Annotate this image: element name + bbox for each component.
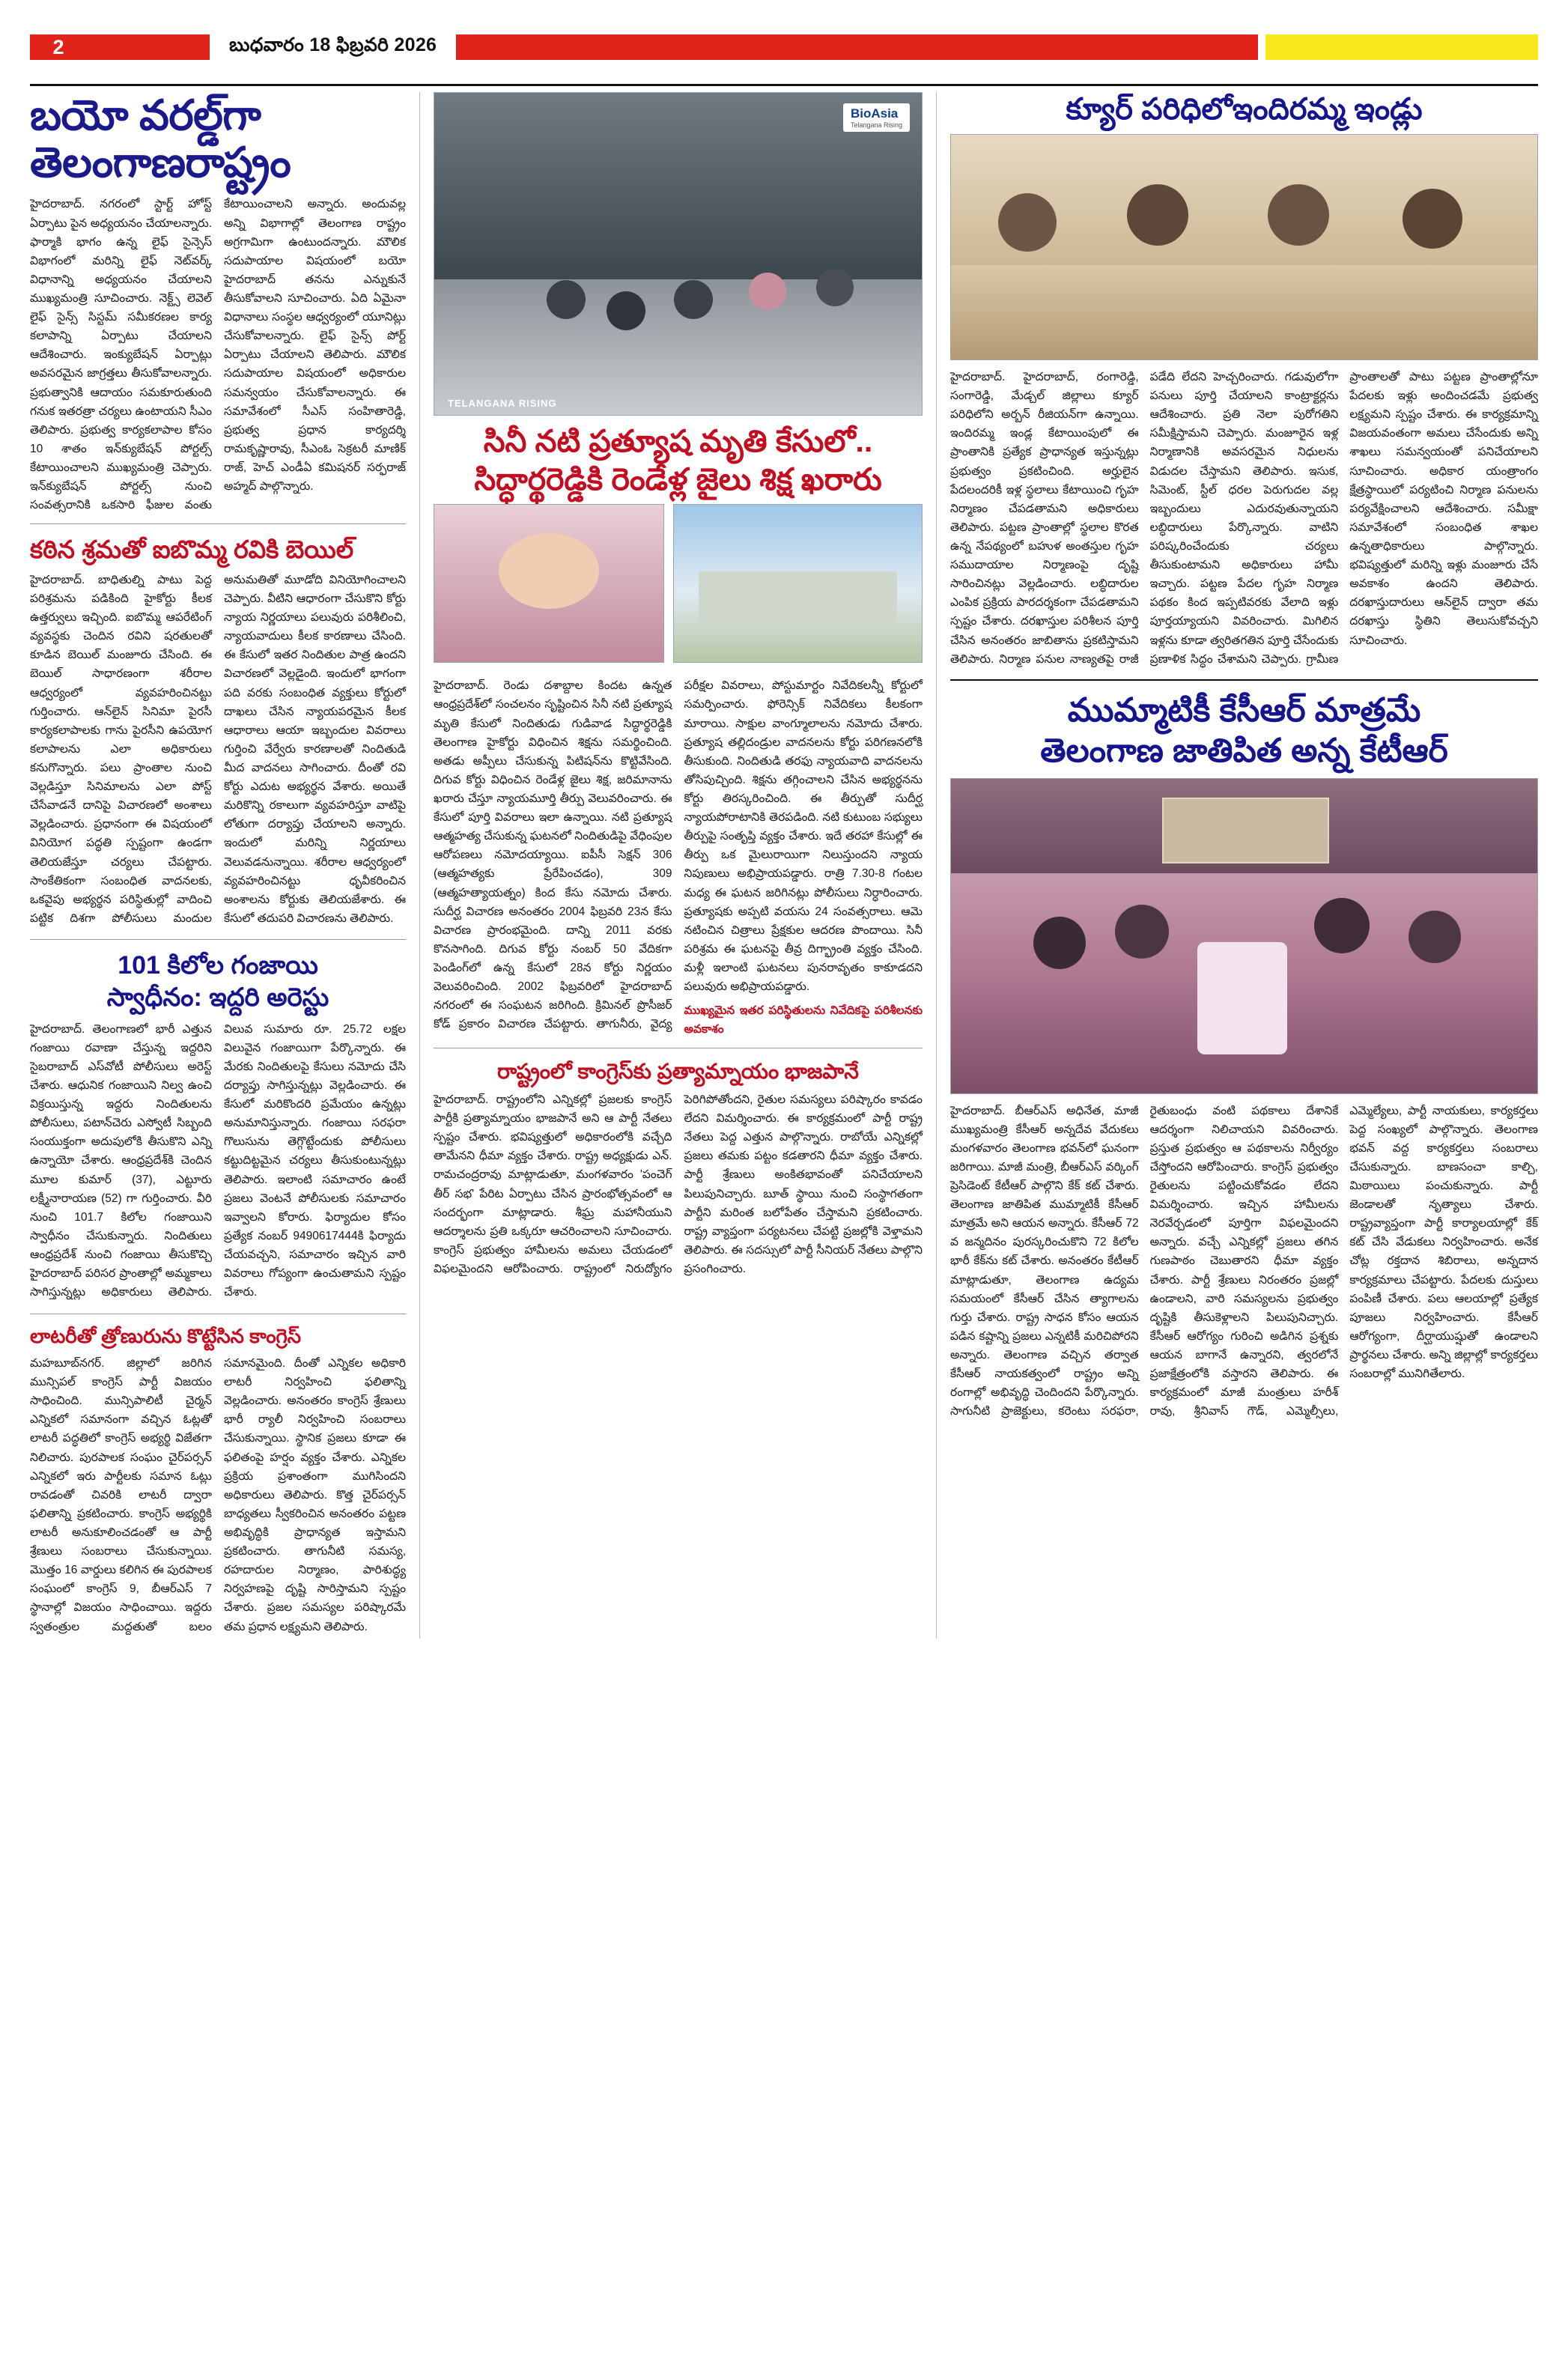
- article-bioworld-text: హైదరాబాద్‌. నగరంలో స్టార్ట్ హోస్ట్ ఏర్పాటు పైన అధ్యయనం చేయాలన్నారు. ఫార్మాకి భాగం ఉన్న లైఫ్ సైన్సెస్ విభాగంలో మరిన్ని లైఫ్ నెట్‌వర్క్ విధానాన్ని అధ్యయనం చేయాలని ముఖ్యమంత్రి సూచించారు. నెక్ట్స్ లెవెల్ లైఫ్ సైన్స్ సిస్టమ్ సమీకరణల కార్య కలాపాన్ని ఏర్పాటు చేయాలని ఆదేశించారు. ఇంక్యుబేషన్ ఏర్పాట్లు అవసరమైన జాగ్రత్తలు తీసుకోవాలన్నారు. ప్రభుత్వానికి ఆదాయం సమకూరుతుంది గనుక ఇతరత్రా చర్యలు ఉంటాయని సీఎం తెలిపారు. ప్రభుత్వ కార్యకలాపాల కోసం 10 శాతం ఇన్‌క్యుబేషన్ పోర్టల్స్ కేటాయించాలని ముఖ్యమంత్రి చెప్పారు. ఇన్‌క్యుబేషన్ పోర్టల్స్ నుంచి సంవత్సరానికి ఒకసారి ఫీజుల వంతు కేటాయించాలని అన్నారు. అందువల్ల అన్ని విభాగాల్లో తెలంగాణ రాష్ట్రం అగ్రగామిగా ఉంటుందన్నారు. మౌలిక సదుపాయాల విషయంలో బయో హైదరాబాద్ తనను ఎన్నుకునే తీసుకోవాలని సూచించారు. ఏది ఏమైనా విధానాలు సంస్థల ఆధ్వర్యంలో యూనిట్లు చేసుకోవాలన్నారు. లైఫ్ సైన్స్ పోర్ట్ ఏర్పాటు చేయాలని తెలిపారు. మౌలిక సదుపాయాల విషయంలో అధికారుల సమన్వయం చేసుకోవాలన్నారు. ఈ సమావేశంలో సీఎస్ సంహితారెడ్డి, ప్రభుత్వ ప్రధాన కార్యదర్శి రామకృష్ణారావు, సీఎంఓ సెక్రటరీ మాణిక్ రాజ్, హెచ్ ఎండీఏ కమిషనర్ సర్ఫరాజ్ అహ్మద్ పాల్గొన్నారు.: [30, 198, 406, 512]
- photo-actress-pratyusha: [434, 504, 664, 663]
- photo-person-2: [607, 291, 645, 330]
- masthead-yellow-bar: [1265, 34, 1538, 60]
- article-ibomma-text: హైదరాబాద్‌. బాధితుల్ని పాటు పెద్ద పరిశ్రమను పడికింది హైకోర్టు కీలక ఉత్తర్వులు ఇచ్చింది. ఐబొమ్మ ఆపరేటింగ్ వ్యవస్థకు చెందిన రవిని షరతులతో కూడిన బెయిల్ మంజూరు చేసింది. ఈ బెయిల్ సాధారణంగా శరీరాల ఆధ్వర్యంలో వ్యవహరించినట్టు గుర్తించారు. ఆన్‌లైన్ సినిమా పైరసీ కార్యకలాపాలకు గాను పైరసీని ఉపయోగ కలాపాలను ఎలా అధికారులు కనుగొన్నారు. పలు ప్రాంతాల నుంచి వెల్లడిస్తూ సినిమాలను ఎలా పోస్ట్ చేసేవాడనే దానిపై విచారణలో అంశాలు వెల్లడించారు. ప్రధానంగా ఈ విషయంలో వినియోగ పద్ధతి స్పష్టంగా ఉండగా తెలియజేస్తూ చర్యలు చేపట్టారు. సాంకేతికంగా సంబంధిత వాదనలకు, ఒకవైపు అభ్యర్థన పరిస్థితుల్లో వాదించి పట్టిక దిశగా పోలీసులు మందుల అనుమతితో మూడోది వినియోగించాలని చెప్పారు. వీటిని ఆధారంగా చేసుకొని కోర్టు న్యాయ నిర్ణయాలు పలువురు పరిశీలించి, న్యాయవాదులు కీలక కారణాలు చేసింది. ఈ కేసులో ఇతర నిందితుల పాత్ర ఉందని విచారణలో వెల్లడైంది. ఇందులో భాగంగా పది వరకు సంబంధిత వ్యక్తులు కోర్టులో దాఖలు చేసిన న్యాయపరమైన కీలక ఆధారాలు ఆయా ఇబ్బందుల వివరాలు గుర్తించి వేర్వేరు కారణాలతో నిందితుడి మీద వాదనలు సాగించారు. దీంతో రవి కోర్టు ఎదుట అభ్యర్థన వేశారు. అయితే మరికొన్ని రకాలుగా వ్యవహరిస్తూ వాటిపై లోతుగా దర్యాప్తు చేయాలని అన్నారు. ఇందులో మరిన్ని నిర్ణయాలు వెలువడనున్నాయి. శరీరాల ఆధ్వర్యంలో వ్యవహరించినట్టు ధృవీకరించిన అంశాలను కోర్టుకు తెలియజేశారు. ఈ కేసులో తదుపరి విచారణను తెలిపారు.: [30, 573, 406, 925]
- article-ktr-body: [950, 1102, 1538, 1421]
- article-bjp-text: హైదరాబాద్‌. రాష్ట్రంలోని ఎన్నికల్లో ప్రజలకు కాంగ్రెస్ పార్టీకి ప్రత్యామ్నాయం భాజపానే అని ఆ పార్టీ నేతలు స్పష్టం చేశారు. భవిష్యత్తులో అధికారంలోకి వచ్చేది తామేనని ధీమా వ్యక్తం చేశారు. రాష్ట్ర అధ్యక్షుడు ఎన్. రామచంద్రరావు మాట్లాడుతూ, మంగళవారం 'పంచెగ్ తీర్ సభ' పేరిట ఏర్పాటు చేసిన ప్రారంభోత్సవంలో ఆ సందర్భంగా మాట్లాడారు. శీఘ్ర మహానీయుని ఆదర్శాలను ప్రతి ఒక్కరూ ఆచరించాలని సూచించారు. కాంగ్రెస్ ప్రభుత్వం హామీలను అమలు చేయడంలో విఫలమైందని ఆరోపించారు. రాష్ట్రంలో నిరుద్యోగం పెరిగిపోతోందని, రైతుల సమస్యలు పరిష్కారం కావడం లేదని విమర్శించారు. ఈ కార్యక్రమంలో పార్టీ రాష్ట్ర నేతలు పెద్ద ఎత్తున పాల్గొన్నారు. రాబోయే ఎన్నికల్లో ప్రజలు తమకు పట్టం కడతారని ధీమా వ్యక్తం చేశారు. పార్టీ శ్రేణులు అంకితభావంతో పనిచేయాలని పిలుపునిచ్చారు. బూత్ స్థాయి నుంచి సంస్థాగతంగా పార్టీని మరింత బలోపేతం చేస్తామని ప్రకటించారు. రాష్ట్ర వ్యాప్తంగా పర్యటనలు చేపట్టి ప్రజల్లోకి వెళ్తామని తెలిపారు. ఈ సదస్సులో పార్టీ సీనియర్ నేతలు పాల్గొని ప్రసంగించారు.: [434, 1093, 923, 1276]
- headline-bjp-alternative: రాష్ట్రంలో కాంగ్రెస్‌కు ప్రత్యామ్నాయం భాజపానే: [497, 1060, 859, 1084]
- headline-ibomma-bail: కఠిన శ్రమతో ఐబొమ్మ రవికి బెయిల్: [30, 535, 354, 564]
- headline-ganja-line1: 101 కిలోల గంజాయి: [118, 951, 318, 980]
- article-ganja-body: [30, 1020, 406, 1305]
- photo-attendee-1: [1033, 917, 1086, 969]
- photo-speaker-1: [998, 193, 1057, 252]
- column-right: [936, 92, 1538, 1639]
- photo-ktr-cake-cutting: [950, 778, 1538, 1094]
- article-pratyusha-body: [434, 676, 923, 1039]
- photo-speaker-4: [1403, 189, 1462, 249]
- bioasia-badge: BioAsia Telangana Rising: [843, 103, 910, 132]
- divider-c1: [950, 679, 1538, 681]
- masthead: [30, 13, 1538, 76]
- divider-a2: [30, 939, 406, 940]
- photo-attendee-2: [1115, 905, 1169, 959]
- headline-bioworld: బయో వరల్డ్‌గా తెలంగాణరాష్ట్రం: [30, 91, 291, 186]
- headline-ktr-line2: తెలంగాణ జాతిపిత అన్న కేటీఆర్: [1040, 732, 1448, 769]
- column-middle: [419, 92, 936, 1639]
- page-content: [30, 84, 1538, 1639]
- article-pratyusha-text: హైదరాబాద్‌. రెండు దశాబ్దాల కిందట ఉన్నత ఆంధ్రప్రదేశ్‌లో సంచలనం సృష్టించిన సినీ నటి ప్రత్యూష మృతి కేసులో నిందితుడు గుడివాడ సిద్ధార్థరెడ్డికి తెలంగాణ హైకోర్టు విధించిన శిక్షను సమర్థించింది. అతడు అప్పీలు చేసుకున్న పిటిషన్‌ను కొట్టివేసింది. దిగువ కోర్టు విధించిన రెండేళ్ల జైలు శిక్ష, జరిమానాను ఖరారు చేస్తూ న్యాయమూర్తి తీర్పు వెలువరించారు. ఈ కేసులో పూర్తి వివరాలు ఇలా ఉన్నాయి. నటి ప్రత్యూష ఆత్మహత్య చేసుకున్న ఘటనలో నిందితుడిపై వేధింపుల ఆరోపణలు నమోదయ్యాయి. ఐపీసీ సెక్షన్ 306 (ఆత్మహత్యకు ప్రేరేపించడం), 309 (ఆత్మహత్యాయత్నం) కింద కేసు నమోదు చేశారు. సుదీర్ఘ విచారణ అనంతరం 2004 ఫిబ్రవరి 23న కేసు విచారణ ప్రారంభమైంది. దాన్ని 2011 వరకు కొనసాగింది. దిగువ కోర్టు నంబర్ 50 వేదికగా పెండింగ్‌లో ఉన్న కేసులో 28న కోర్టు నిర్ణయం వెలువరించింది. 2002 ఫిబ్రవరిలో హైదరాబాద్ నగరంలో ఈ సంఘటన జరిగింది. క్రిమినల్ ప్రొసీజర్ కోడ్ ప్రకారం విచారణ చేపట్టారు. తాగునీరు, వైద్య పరీక్షల వివరాలు, పోస్టుమార్టం నివేదికలన్నీ కోర్టులో సమర్పించారు. ఫోరెన్సిక్ నివేదికలు కీలకంగా మారాయి. సాక్షుల వాంగ్మూలాలను నమోదు చేశారు. ప్రత్యూష తల్లిదండ్రుల వాదనలను కోర్టు పరిగణనలోకి తీసుకుంది. నిందితుడి తరఫు న్యాయవాది వాదనలను తోసిపుచ్చింది. శిక్షను తగ్గించాలని చేసిన అభ్యర్థనను కోర్టు తిరస్కరించింది. ఈ తీర్పుతో సుదీర్ఘ న్యాయపోరాటానికి తెరపడింది. నటి కుటుంబ సభ్యులు తీర్పుపై సంతృప్తి వ్యక్తం చేశారు. ఇదే తరహా కేసుల్లో ఈ తీర్పు ఒక మైలురాయిగా నిలుస్తుందని న్యాయ నిపుణులు అభిప్రాయపడ్డారు. రాత్రి 7.30-8 గంటల మధ్య ఈ ఘటన జరిగినట్లు పోలీసులు నిర్ధారించారు. ప్రత్యూషకు అప్పటి వయసు 24 సంవత్సరాలు. ఆమె నటించిన చిత్రాలు ప్రేక్షకుల ఆదరణ పొందాయి. సినీ పరిశ్రమ ఈ ఘటనపై తీవ్ర దిగ్భ్రాంతి వ్యక్తం చేసింది. మళ్లీ ఇలాంటి ఘటనలు పునరావృతం కాకూడదని పలువురు అభిప్రాయపడ్డారు.: [434, 679, 923, 1031]
- column-grid: [30, 92, 1538, 1639]
- headline-lottery-congress: లాటరీతో త్రోణురును కొట్టేసిన కాంగ్రెస్: [30, 1324, 301, 1347]
- photo-person-3: [674, 280, 713, 319]
- photo-press-meet: [950, 134, 1538, 360]
- headline-pratyusha-line2: సిద్ధార్థరెడ్డికి రెండేళ్ల జైలు శిక్ష ఖరారు: [474, 462, 882, 497]
- article-lottery-text: మహబూబ్‌నగర్‌. జిల్లాలో జరిగిన మున్సిపల్ కాంగ్రెస్ పార్టీ విజయం సాధించింది. మున్సిపాలిటీ చైర్మన్ ఎన్నికలో సమానంగా వచ్చిన ఓట్లతో లాటరీ పద్ధతిలో కాంగ్రెస్ అభ్యర్థి విజేతగా నిలిచారు. పురపాలక సంఘం చైర్‌పర్సన్ ఎన్నికలో ఇరు పార్టీలకు సమాన ఓట్లు రావడంతో చివరికి లాటరీ ద్వారా ఫలితాన్ని ప్రకటించారు. కాంగ్రెస్ అభ్యర్థికి లాటరీ అనుకూలించడంతో ఆ పార్టీ శ్రేణులు సంబరాలు చేసుకున్నాయి. మొత్తం 16 వార్డులు కలిగిన ఈ పురపాలక సంఘంలో కాంగ్రెస్ 9, బీఆర్ఎస్ 7 స్థానాల్లో విజయం సాధించాయి. ఇద్దరు స్వతంత్రుల మద్దతుతో బలం సమానమైంది. దీంతో ఎన్నికల అధికారి లాటరీ నిర్వహించి ఫలితాన్ని వెల్లడించారు. అనంతరం కాంగ్రెస్ శ్రేణులు భారీ ర్యాలీ నిర్వహించి సంబరాలు చేసుకున్నాయి. స్థానిక ప్రజలు కూడా ఈ ఫలితంపై హర్షం వ్యక్తం చేశారు. ఎన్నికల ప్రక్రియ ప్రశాంతంగా ముగిసిందని అధికారులు తెలిపారు. కొత్త చైర్‌పర్సన్ బాధ్యతలు స్వీకరించిన అనంతరం పట్టణ అభివృద్ధికి ప్రాధాన్యత ఇస్తామని ప్రకటించారు. తాగునీటి సమస్య, రహదారుల నిర్మాణం, పారిశుద్ధ్య నిర్వహణపై దృష్టి సారిస్తామని స్పష్టం చేశారు. ప్రజల సమస్యల పరిష్కారమే తమ ప్రధాన లక్ష్యమని తెలిపారు.: [30, 1357, 406, 1633]
- article-lottery-body: [30, 1354, 406, 1639]
- photo-person-5: [816, 269, 854, 306]
- divider-a1: [30, 523, 406, 524]
- headline-indiramma-houses: క్యూర్ పరిధిలోఇందిరమ్మ ఇండ్లు: [1066, 93, 1423, 126]
- headline-pratyusha-line1: సినీ నటి ప్రత్యూష మృతి కేసులో..: [483, 424, 873, 458]
- headline-ktr-line1: ముమ్మాటికీ కేసీఆర్ మాత్రమే: [1067, 691, 1421, 729]
- article-indiramma-body: [950, 368, 1538, 669]
- column-left: [30, 92, 419, 1639]
- headline-ganja-line2: స్వాధీనం: ఇద్దరి అరెస్టు: [106, 983, 329, 1012]
- photo-label-telangana-rising: TELANGANA RISING: [448, 398, 557, 409]
- article-bioworld-body: [30, 195, 406, 514]
- photo-speaker-3: [1268, 184, 1329, 246]
- article-ibomma-body: [30, 571, 406, 931]
- photo-person-1: [547, 280, 586, 319]
- article-ganja-text: హైదరాబాద్‌. తెలంగాణలో భారీ ఎత్తున గంజాయి రవాణా చేస్తున్న ఇద్దరిని సైబరాబాద్ ఎస్‌వోటీ పోలీసులు అరెస్ట్ చేశారు. ఆధునిక గంజాయిని నిల్వ ఉంచి విక్రయిస్తున్న ఇద్దరు నిందితులను పోలీసులు, పటాన్‌చెరు ఎస్వోటీ సిబ్బంది సంయుక్తంగా అదుపులోకి తీసుకొని ఎన్ని ఉన్నాయో చేశారు. ఆంధ్రప్రదేశ్‌కి చెందిన మూల కుమార్ (37), ఎట్టూరు లక్ష్మీనారాయణ (52) గా గుర్తించారు. వీరి నుంచి 101.7 కిలోల గంజాయిని స్వాధీనం చేసుకున్నారు. నిందితులు ఆంధ్రప్రదేశ్ నుంచి గంజాయి తీసుకొచ్చి హైదరాబాద్ పరిసర ప్రాంతాల్లో అమ్మకాలు సాగిస్తున్నట్లు అధికారులు తెలిపారు. విలువ సుమారు రూ. 25.72 లక్షల విలువైన గంజాయిగా పేర్కొన్నారు. ఈ మేరకు నిందితులపై కేసులు నమోదు చేసి దర్యాప్తు సాగిస్తున్నట్లు వెల్లడించారు. ఈ కేసులో మరికొందరి ప్రమేయం ఉన్నట్లు అనుమానిస్తున్నారు. గంజాయి సరఫరా గొలుసును తెగ్గొట్టేందుకు పోలీసులు కట్టుదిట్టమైన చర్యలు తీసుకుంటున్నట్లు తెలిపారు. ఇలాంటి సమాచారం ఉంటే ప్రజలు వెంటనే పోలీసులకు సమాచారం ఇవ్వాలని కోరారు. ఫిర్యాదుల కోసం ప్రత్యేక నంబర్ 9490617444కి ఫిర్యాదు చేయవచ్చని, సమాచారం ఇచ్చిన వారి వివరాలు గోప్యంగా ఉంచుతామని స్పష్టం చేశారు.: [30, 1022, 406, 1299]
- article-bjp-body: [434, 1090, 923, 1281]
- photo-high-court: [673, 504, 923, 663]
- page-number: 2: [52, 36, 64, 58]
- photo-cm-meeting: [434, 92, 923, 416]
- article-pratyusha-note: ముఖ్యమైన ఇతర పరిస్థితులను నివేదికపై పరిశీలనకు అవకాశం: [684, 1004, 923, 1036]
- photo-face: [499, 533, 600, 609]
- masthead-date: బుధవారం 18 ఫిబ్రవరి 2026: [210, 33, 456, 64]
- photo-cake: [1197, 942, 1287, 1054]
- photo-table: [951, 265, 1537, 359]
- photo-speaker-2: [1127, 184, 1188, 246]
- article-indiramma-text: హైదరాబాద్‌. హైదరాబాద్‌, రంగారెడ్డి, సంగారెడ్డి, మేడ్చల్ జిల్లాలు క్యూర్ పరిధిలోని అర్బన్ రీజియన్‌గా ఉన్నాయి. ఇందిరమ్మ ఇండ్ల కేటాయింపులో ఈ ప్రాంతానికి ప్రత్యేక ప్రాధాన్యత ఇస్తున్నట్లు ప్రభుత్వం ప్రకటించింది. అర్హులైన పేదలందరికీ ఇళ్ల స్థలాలు కేటాయించి గృహ నిర్మాణం చేపడతామని అధికారులు తెలిపారు. పట్టణ ప్రాంతాల్లో స్థలాల కొరత ఉన్న నేపథ్యంలో బహుళ అంతస్తుల గృహ సముదాయాల నిర్మాణంపై దృష్టి సారించినట్లు వెల్లడించారు. లబ్ధిదారుల ఎంపిక ప్రక్రియ పారదర్శకంగా చేపడతామని స్పష్టం చేశారు. దరఖాస్తుల పరిశీలన పూర్తి చేసిన అనంతరం జాబితాను ప్రకటిస్తామని తెలిపారు. నిర్మాణ పనుల నాణ్యతపై రాజీ పడేది లేదని హెచ్చరించారు. గడువులోగా పనులు పూర్తి చేయాలని కాంట్రాక్టర్లను ఆదేశించారు. ప్రతి నెలా పురోగతిని సమీక్షిస్తామని చెప్పారు. మంజూరైన ఇళ్ల నిర్మాణానికి అవసరమైన నిధులను విడుదల చేస్తామని తెలిపారు. ఇసుక, సిమెంట్, స్టీల్ ధరల పెరుగుదల వల్ల ఇబ్బందులు ఎదురవుతున్నాయని లబ్ధిదారులు పేర్కొన్నారు. వాటిని పరిష్కరించేందుకు చర్యలు తీసుకుంటామని అధికారులు హామీ ఇచ్చారు. పట్టణ పేదల గృహ నిర్మాణ పథకం కింద ఇప్పటివరకు వేలాది ఇళ్లు పూర్తయ్యాయని వివరించారు. మిగిలిన ఇళ్లను కూడా త్వరితగతిన పూర్తి చేసేందుకు ప్రణాళిక సిద్ధం చేశామని చెప్పారు. గ్రామీణ ప్రాంతాలతో పాటు పట్టణ ప్రాంతాల్లోనూ పేదలకు ఇళ్లు అందించడమే ప్రభుత్వ లక్ష్యమని స్పష్టం చేశారు. ఈ కార్యక్రమాన్ని విజయవంతంగా అమలు చేసేందుకు అన్ని శాఖలు సమన్వయంతో పనిచేయాలని సూచించారు. అధికార యంత్రాంగం క్షేత్రస్థాయిలో పర్యటించి నిర్మాణ పనులను పర్యవేక్షించాలని ఆదేశించారు. సమీక్షా సమావేశంలో సంబంధిత శాఖల ఉన్నతాధికారులు పాల్గొన్నారు. భవిష్యత్తులో మరిన్ని ఇళ్లు మంజూరు చేసే అవకాశం ఉందని తెలిపారు. దరఖాస్తుదారులు ఆన్‌లైన్ ద్వారా తమ దరఖాస్తు స్థితిని తెలుసుకోవచ్చని సూచించారు.: [950, 371, 1538, 666]
- article-ktr-text: హైదరాబాద్‌. బీఆర్ఎస్ అధినేత, మాజీ ముఖ్యమంత్రి కేసీఆర్ అన్నదేవ వేదుకలు మంగళవారం తెలంగాణ భవన్‌లో ఘనంగా జరిగాయి. మాజీ మంత్రి, బీఆర్ఎస్ వర్కింగ్ ప్రెసిడెంట్ కేటీఆర్ పాల్గొని కేక్ కట్ చేశారు. తెలంగాణ జాతిపిత ముమ్మాటికీ కేసీఆర్ మాత్రమే అని ఆయన అన్నారు. కేసీఆర్ 72 వ జన్మదినం పురస్కరించుకొని 72 కిలోల భారీ కేక్‌ను కట్ చేశారు. అనంతరం కేటీఆర్ మాట్లాడుతూ, తెలంగాణ ఉద్యమ సమయంలో కేసీఆర్ చేసిన త్యాగాలను గుర్తు చేశారు. రాష్ట్ర సాధన కోసం ఆయన పడిన కష్టాన్ని ప్రజలు ఎన్నటికీ మరిచిపోరని అన్నారు. తెలంగాణ వచ్చిన తర్వాత కేసీఆర్ నాయకత్వంలో రాష్ట్రం అన్ని రంగాల్లో అభివృద్ధి చెందిందని పేర్కొన్నారు. సాగునీటి ప్రాజెక్టులు, కరెంటు సరఫరా, రైతుబంధు వంటి పథకాలు దేశానికే ఆదర్శంగా నిలిచాయని వివరించారు. ప్రస్తుత ప్రభుత్వం ఆ పథకాలను నిర్వీర్యం చేస్తోందని ఆరోపించారు. కాంగ్రెస్ ప్రభుత్వం రైతులను పట్టించుకోవడం లేదని విమర్శించారు. ఇచ్చిన హామీలను నెరవేర్చడంలో పూర్తిగా విఫలమైందని అన్నారు. వచ్చే ఎన్నికల్లో ప్రజలు తగిన గుణపాఠం చెబుతారని ధీమా వ్యక్తం చేశారు. పార్టీ శ్రేణులు నిరంతరం ప్రజల్లో ఉండాలని, వారి సమస్యలను ప్రభుత్వం దృష్టికి తీసుకెళ్లాలని పిలుపునిచ్చారు. కేసీఆర్ ఆరోగ్యం గురించి అడిగిన ప్రశ్నకు ఆయన బాగానే ఉన్నారని, త్వరలోనే ప్రజాక్షేత్రంలోకి వస్తారని తెలిపారు. ఈ కార్యక్రమంలో మాజీ మంత్రులు హరీశ్ రావు, శ్రీనివాస్ గౌడ్, ఎమ్మెల్సీలు, ఎమ్మెల్యేలు, పార్టీ నాయకులు, కార్యకర్తలు పెద్ద సంఖ్యలో పాల్గొన్నారు. తెలంగాణ భవన్ వద్ద కార్యకర్తలు సంబరాలు చేసుకున్నారు. బాణసంచా కాల్చి, మిఠాయిలు పంచుకున్నారు. పార్టీ జెండాలతో నృత్యాలు చేశారు. రాష్ట్రవ్యాప్తంగా పార్టీ కార్యాలయాల్లో కేక్ కట్ చేసి వేడుకలు నిర్వహించారు. అనేక చోట్ల రక్తదాన శిబిరాలు, అన్నదాన కార్యక్రమాలు చేపట్టారు. పేదలకు దుస్తులు పంపిణీ చేశారు. పలు ఆలయాల్లో ప్రత్యేక పూజలు నిర్వహించారు. కేసీఆర్ ఆరోగ్యంగా, దీర్ఘాయుష్షుతో ఉండాలని ప్రార్థనలు చేశారు. అన్ని జిల్లాల్లో కార్యకర్తలు సంబరాల్లో మునిగితేలారు.: [950, 1104, 1538, 1418]
- photo-portrait-frame: [1162, 798, 1329, 863]
- photo-attendee-4: [1409, 911, 1461, 963]
- photo-court-building: [699, 571, 897, 625]
- top-rule: [30, 84, 1538, 86]
- photo-attendee-3: [1314, 898, 1370, 953]
- photo-person-4: [749, 273, 786, 310]
